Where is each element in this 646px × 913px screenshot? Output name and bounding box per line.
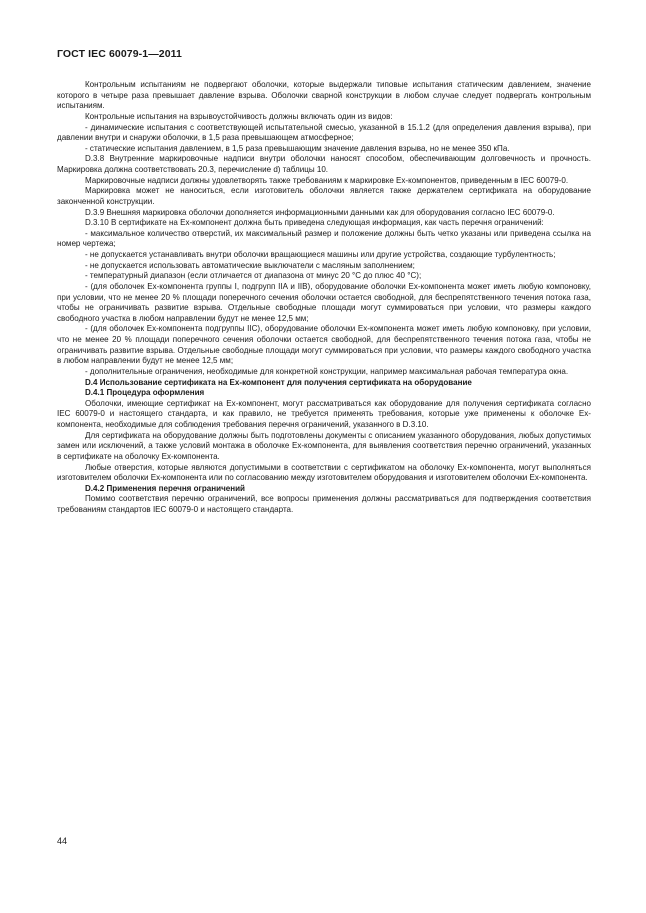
paragraph: - статические испытания давлением, в 1,5 раза превышающим значение давления взрыва, но не менее 350 кПа.: [85, 143, 510, 153]
paragraph: D.3.8 Внутренние маркировочные надписи внутри оболочки наносят способом, обеспечивающим долговечность и прочность. Маркировка должна соответствовать 20.3, перечисление d) таблицы 10.: [57, 154, 591, 174]
paragraph: - (для оболочек Ex-компонента группы I, подгрупп IIA и IIB), оборудование оболочки Ex-компонента может иметь любую компоновку, при условии, что не менее 20 % площади поперечного сечения оболочки остается свободной, для беспрепятственного течения потока газа, чтобы не ограничивать развитие взрыва. Отдельные свободные площади могут суммироваться при условии, что размеры каждого свободного участка в любом направлении будут не менее 12,5 мм;: [57, 281, 591, 323]
paragraph: Маркировка может не наноситься, если изготовитель оболочки является также держателем сертификата на оборудование законченной конструкции.: [57, 186, 591, 206]
paragraph: Контрольные испытания на взрывоустойчивость должны включать один из видов:: [85, 111, 393, 121]
page-number: 44: [57, 836, 68, 846]
paragraph: - дополнительные ограничения, необходимые для конкретной конструкции, например максимальная рабочая температура окна.: [85, 366, 569, 376]
paragraph: - не допускается использовать автоматические выключатели с масляным заполнением;: [85, 260, 415, 270]
paragraph: - не допускается устанавливать внутри оболочки вращающиеся машины или другие устройства, создающие турбулентность;: [85, 250, 556, 259]
paragraph: - максимальное количество отверстий, их максимальный размер и положение должны быть четко указаны или приведена ссылка на номер чертежа;: [57, 228, 591, 249]
paragraph: D.3.9 Внешняя маркировка оболочки дополняется информационными данными как для оборудования согласно IEC 60079-0.: [85, 207, 555, 217]
paragraph: - динамические испытания с соответствующей испытательной смесью, указанной в 15.1.2 (для определения давления взрыва), при давлении внутри и снаружи оболочки, в 1,5 раза превышающем атмосферное;: [57, 122, 591, 143]
document-header: ГОСТ IEC 60079-1—2011: [57, 48, 182, 60]
paragraph: Помимо соответствия перечню ограничений, все вопросы применения должны рассматриваться для подтверждения соответствия требованиям стандартов IEC 60079-0 и настоящего стандарта.: [57, 494, 591, 514]
subsection-heading: D.4.1 Процедура оформления: [85, 388, 205, 398]
section-heading: D.4 Использование сертификата на Ex-компонент для получения сертификата на оборудование: [85, 377, 472, 387]
paragraph: - температурный диапазон (если отличается от диапазона от минус 20 °С до плюс 40 °С);: [85, 271, 422, 281]
paragraph: - (для оболочек Ex-компонента подгруппы IIC), оборудование оболочки Ex-компонента может иметь любую компоновку, при условии, что не менее 20 % площади поперечного сечения оболочки остается свободной, для беспрепятственного течения потока газа, чтобы не ограничивать развитие взрыва. Отдельные свободные площади могут суммироваться при условии, что размеры каждого свободного участка в любом направлении будут не менее 12,5 мм;: [57, 324, 591, 366]
paragraph: Маркировочные надписи должны удовлетворять также требованиям к маркировке Ex-компонентов, приведенным в IEC 60079-0.: [85, 175, 569, 185]
paragraph: Для сертификата на оборудование должны быть подготовлены документы с описанием указанного оборудования, любых допустимых замен или исключений, а также условий монтажа в оболочке Ex-компонента, для выявления соответствия перечню ограничений, указанных в сертификате на оболочку Ex-компонента.: [57, 430, 591, 461]
paragraph: D.3.10 В сертификате на Ex-компонент должна быть приведена следующая информация, как часть перечня ограничений:: [85, 218, 544, 228]
paragraph: Контрольным испытаниям не подвергают оболочки, которые выдержали типовые испытания статическим давлением, значение которого в четыре раза превышает давление взрыва. Оболочки сварной конструкции в любом случае следует подвергать контрольным испытаниям.: [57, 80, 591, 111]
subsection-heading: D.4.2 Применения перечня ограничений: [85, 483, 245, 493]
paragraph: Оболочки, имеющие сертификат на Ex-компонент, могут рассматриваться как оборудование для получения сертификата согласно IEC 60079-0 и настоящего стандарта, и как правило, не требуется применять требования, которые уже применены к оболочке Ex-компонента, необходимые для соблюдения требования перечня ограничений, указанного в D.3.10.: [57, 398, 591, 429]
paragraph: Любые отверстия, которые являются допустимыми в соответствии с сертификатом на оболочку Ex-компонента, могут выполняться изготовителем оболочки Ex-компонента или по согласованию между изготовителем оборудования и изготовителем оболочки Ex-компонента.: [57, 462, 591, 483]
document-body: [57, 80, 591, 516]
